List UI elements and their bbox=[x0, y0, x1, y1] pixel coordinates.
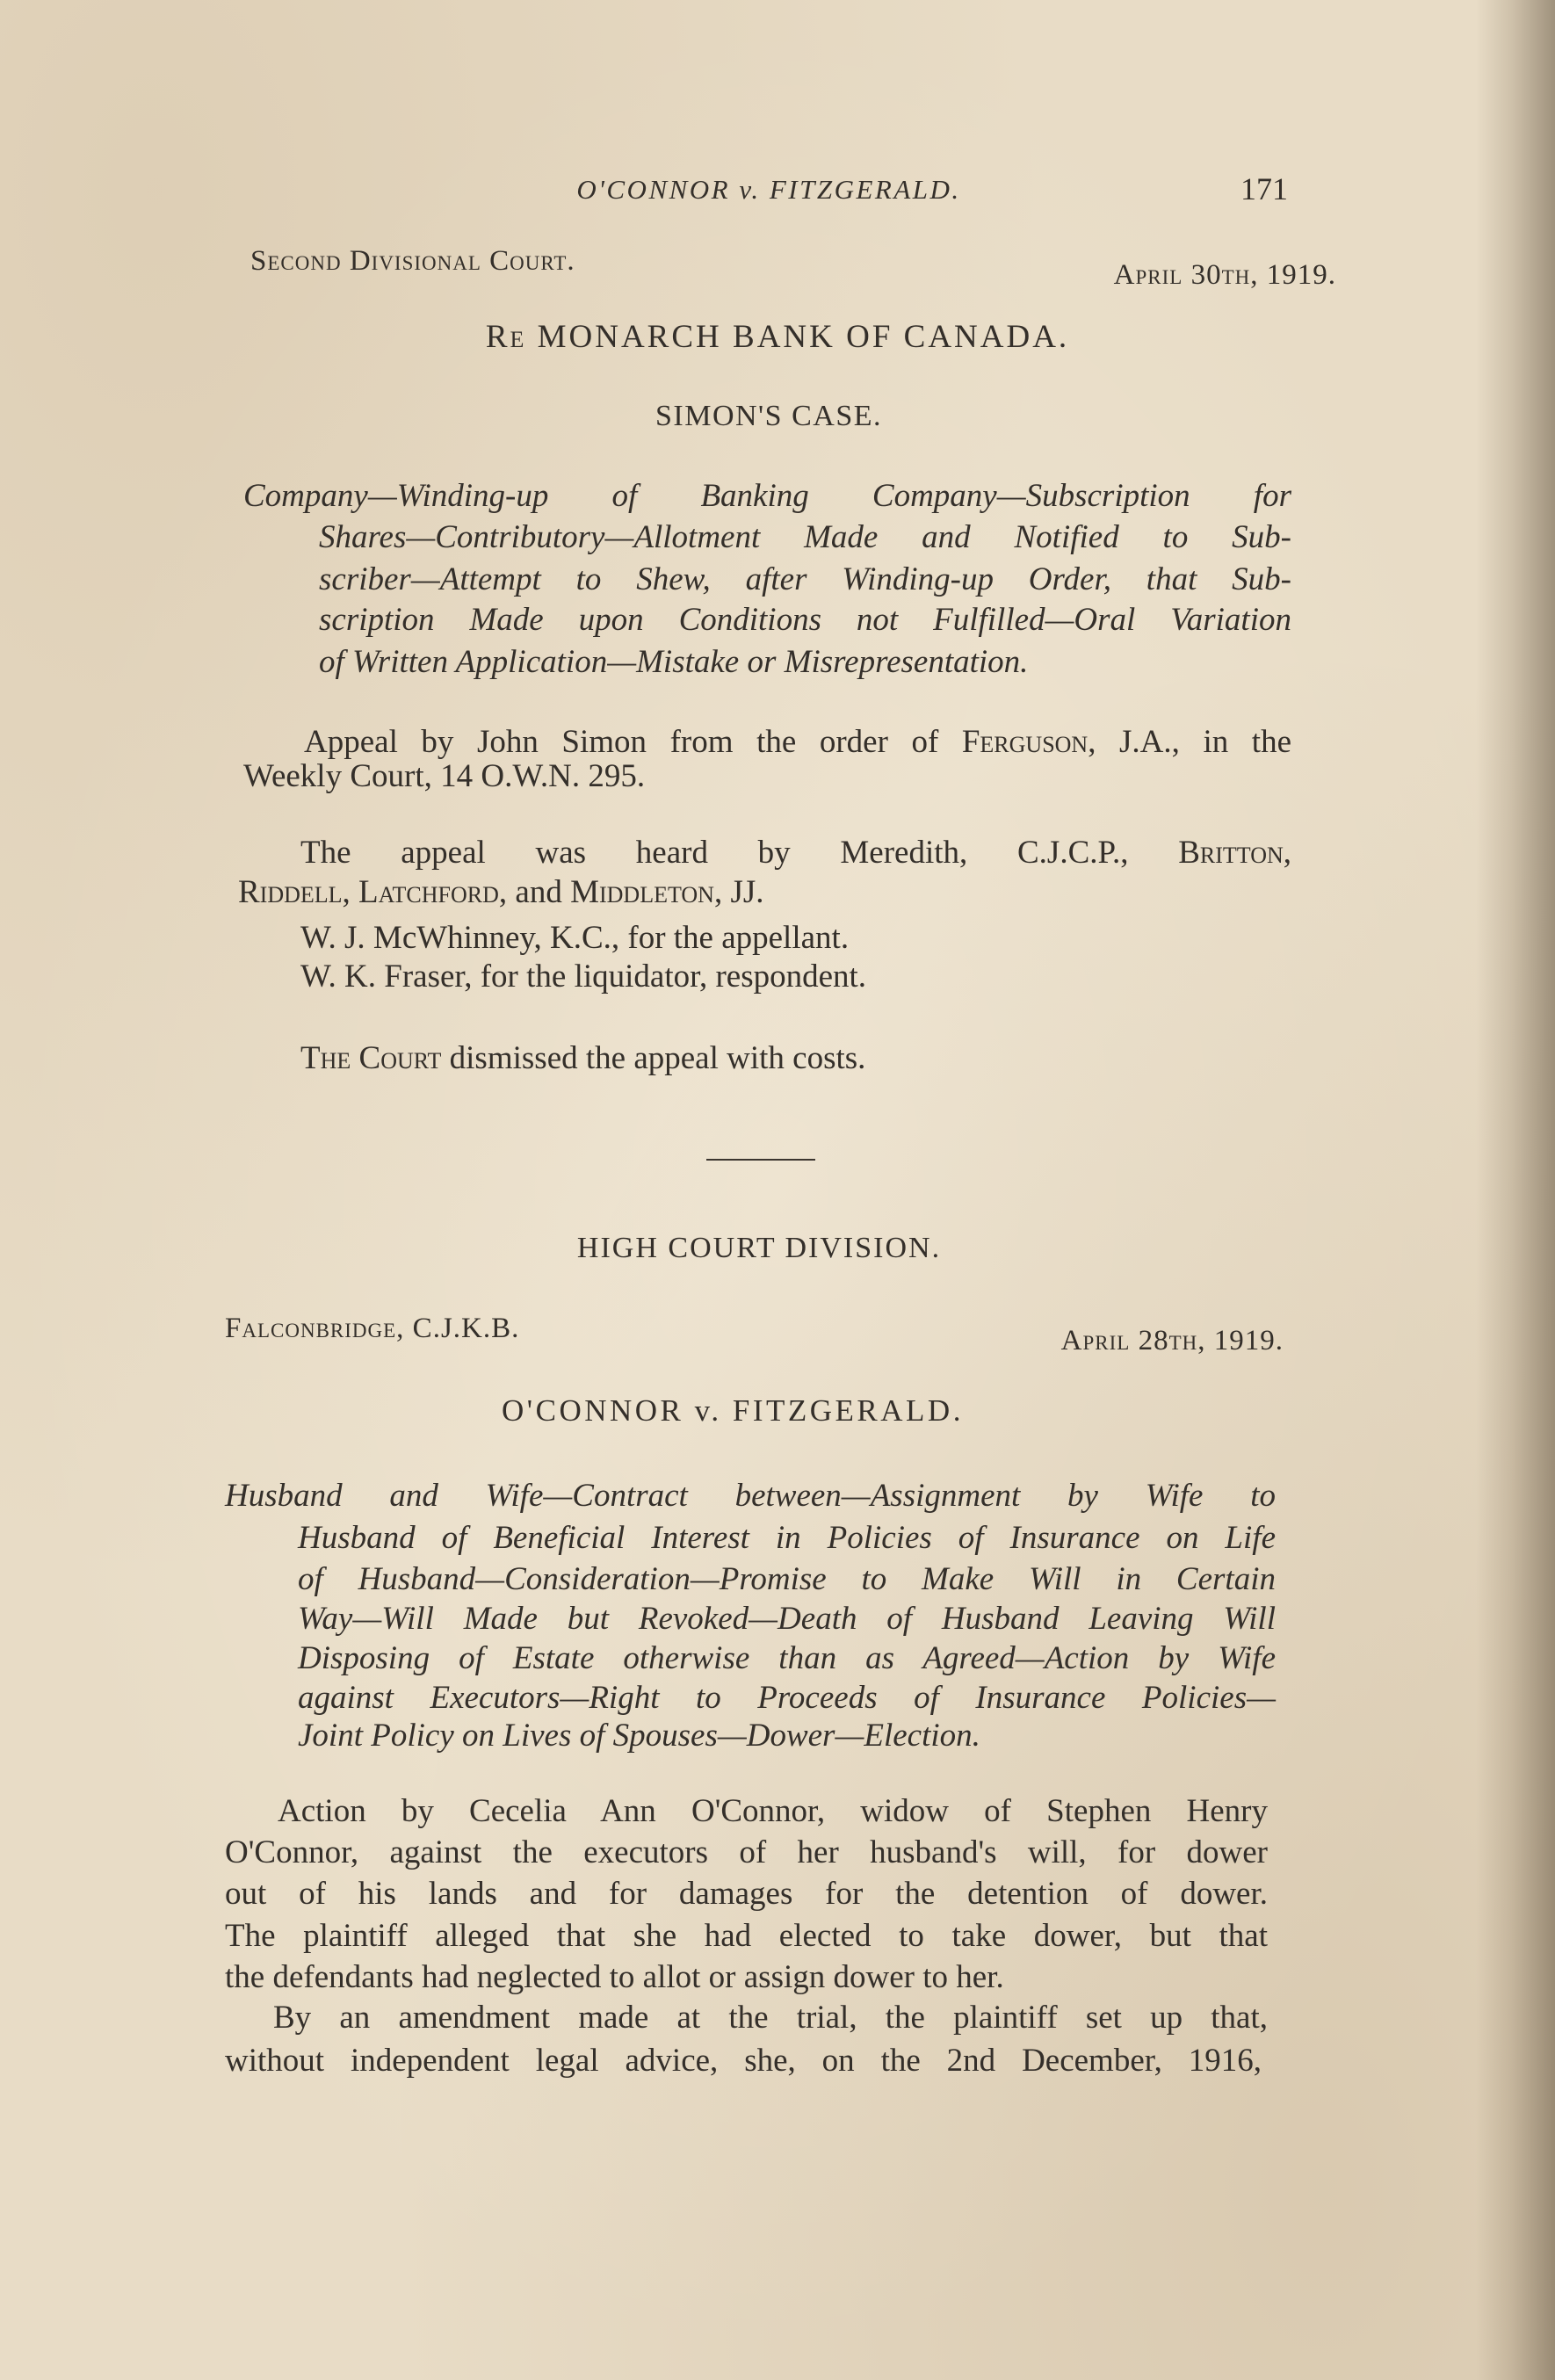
hearing-text: , JJ. bbox=[713, 874, 764, 910]
decision-date: April 30th, 1919. bbox=[1113, 259, 1336, 291]
appeal-text: , J.A., in the bbox=[1088, 724, 1291, 760]
body-line: out of his lands and for damages for the detention of dower. bbox=[225, 1876, 1268, 1912]
case-subtitle: SIMON'S CASE. bbox=[655, 400, 882, 432]
headnote-line: against Executors—Right to Proceeds of Insurance Policies— bbox=[298, 1680, 1276, 1716]
judge-name: Falconbridge, C.J.K.B. bbox=[225, 1313, 520, 1344]
body-line: The plaintiff alleged that she had elected to take dower, but that bbox=[225, 1918, 1268, 1954]
court-reference: The Court bbox=[300, 1040, 442, 1076]
headnote-line: Husband of Beneficial Interest in Policies of Insurance on Life bbox=[298, 1520, 1276, 1556]
headnote-line: scription Made upon Conditions not Fulfilled—Oral Variation bbox=[319, 602, 1291, 638]
page-edge-shadow bbox=[1476, 0, 1555, 2380]
headnote-line: Disposing of Estate otherwise than as Agreed—Action by Wife bbox=[298, 1640, 1276, 1676]
headnote-line: Way—Will Made but Revoked—Death of Husband Leaving Will bbox=[298, 1601, 1276, 1637]
section-divider bbox=[706, 1159, 815, 1161]
appeal-line: Weekly Court, 14 O.W.N. 295. bbox=[243, 758, 646, 794]
headnote-line: Husband and Wife—Contract between—Assignment by Wife to bbox=[225, 1478, 1276, 1514]
judge-name: Middleton bbox=[570, 874, 714, 910]
headnote-line: Shares—Contributory—Allotment Made and Notified to Sub- bbox=[319, 519, 1291, 555]
hearing-text: , bbox=[342, 874, 359, 910]
judge-name: Britton bbox=[1178, 835, 1284, 871]
body-line: the defendants had neglected to allot or assign dower to her. bbox=[225, 1959, 1004, 1995]
court-name: Second Divisional Court. bbox=[250, 245, 575, 277]
headnote-line: of Written Application—Mistake or Misrepresentation. bbox=[319, 644, 1029, 680]
judgment-text: dismissed the appeal with costs. bbox=[441, 1040, 866, 1076]
headnote-line: of Husband—Consideration—Promise to Make Will in Certain bbox=[298, 1561, 1276, 1597]
body-line: By an amendment made at the trial, the plaintiff set up that, bbox=[273, 2000, 1268, 2036]
hearing-text: , and bbox=[498, 874, 571, 910]
counsel-line: W. K. Fraser, for the liquidator, respondent. bbox=[300, 959, 867, 995]
counsel-line: W. J. McWhinney, K.C., for the appellant. bbox=[300, 920, 850, 956]
headnote-line: Joint Policy on Lives of Spouses—Dower—Election. bbox=[298, 1718, 980, 1754]
hearing-line bbox=[238, 872, 764, 913]
running-head: O'CONNOR v. FITZGERALD. bbox=[576, 174, 961, 205]
hearing-text: The appeal was heard by Meredith, C.J.C.P., bbox=[300, 835, 1179, 871]
appeal-text: Appeal by John Simon from the order of bbox=[304, 724, 962, 760]
hearing-text: , bbox=[1283, 835, 1291, 871]
body-line: Action by Cecelia Ann O'Connor, widow of Stephen Henry bbox=[278, 1793, 1268, 1829]
page-number: 171 bbox=[1240, 171, 1288, 206]
judge-name: Ferguson bbox=[961, 724, 1088, 760]
judgment-line bbox=[300, 1038, 865, 1079]
body-line: O'Connor, against the executors of her husband's will, for dower bbox=[225, 1834, 1268, 1870]
body-line: without independent legal advice, she, on the 2nd December, 1916, bbox=[225, 2043, 1262, 2079]
division-heading: HIGH COURT DIVISION. bbox=[576, 1232, 942, 1264]
judge-name: Latchford bbox=[358, 874, 499, 910]
case-title: Re MONARCH BANK OF CANADA. bbox=[485, 319, 1070, 355]
case-title: O'CONNOR v. FITZGERALD. bbox=[502, 1393, 964, 1428]
headnote-line: Company—Winding-up of Banking Company—Subscription for bbox=[243, 478, 1291, 514]
judge-name: Riddell bbox=[238, 874, 343, 910]
headnote-line: scriber—Attempt to Shew, after Winding-up Order, that Sub- bbox=[319, 561, 1291, 597]
decision-date: April 28th, 1919. bbox=[1060, 1325, 1284, 1356]
hearing-line bbox=[300, 833, 1291, 873]
